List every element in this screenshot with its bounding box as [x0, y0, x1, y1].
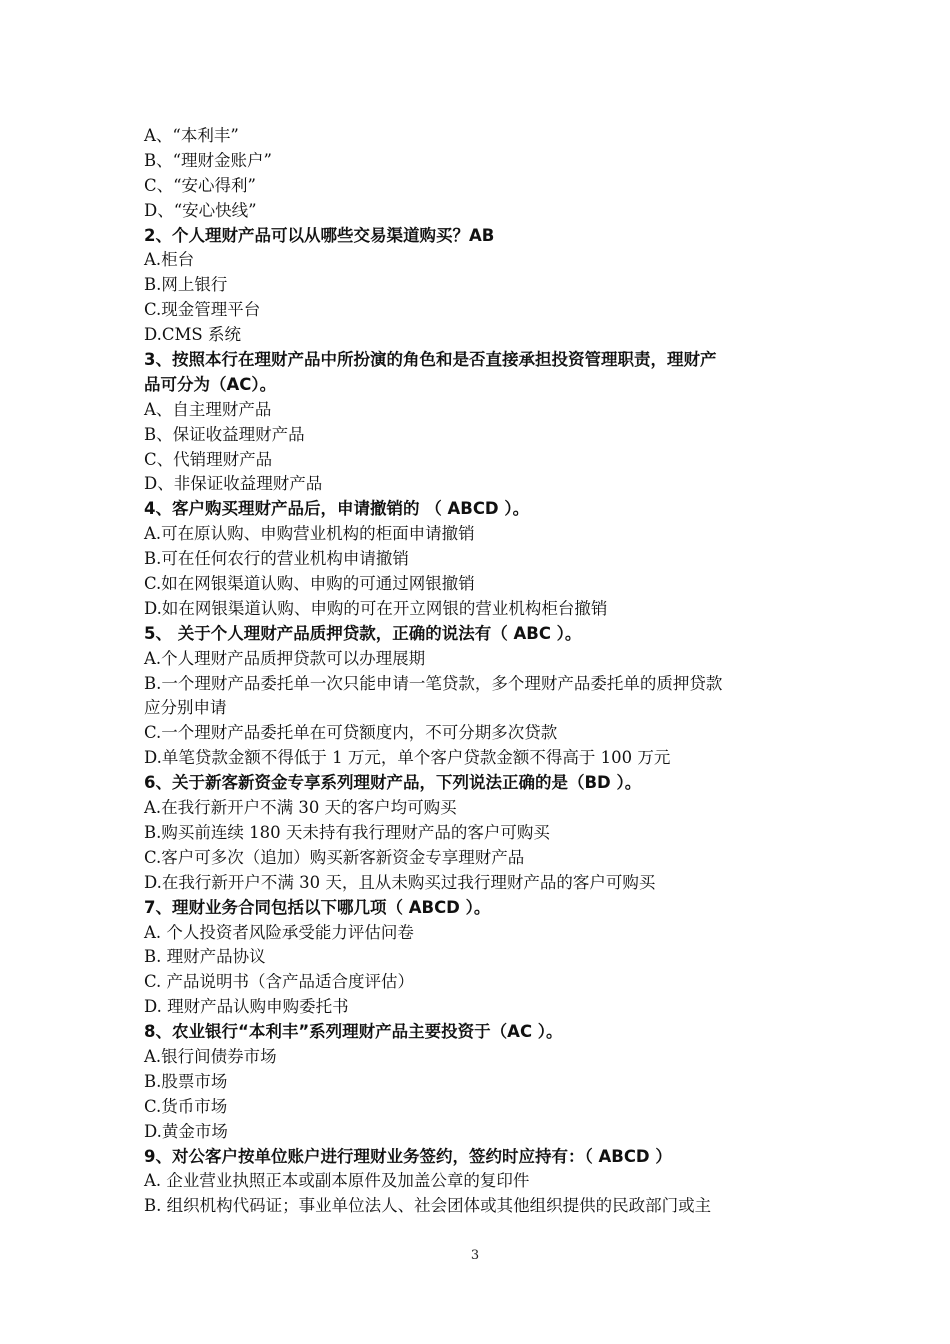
option-line: C.客户可多次（追加）购买新客新资金专享理财产品 — [144, 847, 525, 867]
option-line: D.CMS 系统 — [144, 325, 241, 345]
option-line: D.在我行新开户不满 30 天，且从未购买过我行理财产品的客户可购买 — [144, 872, 656, 892]
option-line: D、非保证收益理财产品 — [144, 474, 323, 494]
option-line: A、自主理财产品 — [144, 399, 272, 419]
option-line: B.一个理财产品委托单一次只能申请一笔贷款，多个理财产品委托单的质押贷款 — [144, 673, 723, 693]
question-line: 3、按照本行在理财产品中所扮演的角色和是否直接承担投资管理职责，理财产 — [144, 350, 717, 370]
option-line: A.柜台 — [144, 250, 195, 270]
option-line: C.现金管理平台 — [144, 300, 261, 320]
option-line: B. 理财产品协议 — [144, 947, 266, 967]
option-line: B、“理财金账户” — [144, 150, 272, 170]
option-line: B.网上银行 — [144, 275, 228, 295]
question-line: 6、关于新客新资金专享系列理财产品，下列说法正确的是（BD ）。 — [144, 773, 642, 793]
option-line: C.如在网银渠道认购、申购的可通过网银撤销 — [144, 574, 475, 594]
option-line: 应分别申请 — [144, 698, 227, 718]
option-line: C.一个理财产品委托单在可贷额度内，不可分期多次贷款 — [144, 723, 558, 743]
option-line: A.个人理财产品质押贷款可以办理展期 — [144, 648, 426, 668]
option-line: B.可在任何农行的营业机构申请撤销 — [144, 549, 409, 569]
option-line: A、“本利丰” — [144, 126, 239, 145]
option-line: B.购买前连续 180 天未持有我行理财产品的客户可购买 — [144, 822, 550, 842]
question-line: 4、客户购买理财产品后，申请撤销的 （ ABCD ）。 — [144, 499, 530, 519]
option-line: A. 企业营业执照正本或副本原件及加盖公章的复印件 — [144, 1171, 530, 1191]
option-line: D.如在网银渠道认购、申购的可在开立网银的营业机构柜台撤销 — [144, 598, 608, 618]
question-line: 2、个人理财产品可以从哪些交易渠道购买？AB — [144, 225, 495, 245]
option-line: D. 理财产品认购申购委托书 — [144, 997, 349, 1017]
option-line: A.可在原认购、申购营业机构的柜面申请撤销 — [144, 524, 475, 544]
page-number: 3 — [470, 1248, 480, 1263]
question-line: 9、对公客户按单位账户进行理财业务签约，签约时应持有：（ ABCD ） — [144, 1146, 672, 1166]
option-line: A.银行间债券市场 — [144, 1046, 277, 1066]
option-line: D.单笔贷款金额不得低于 1 万元，单个客户贷款金额不得高于 100 万元 — [144, 748, 671, 768]
option-line: A. 个人投资者风险承受能力评估问卷 — [144, 922, 414, 942]
option-line: B. 组织机构代码证；事业单位法人、社会团体或其他组织提供的民政部门或主 — [144, 1196, 712, 1216]
option-line: B、保证收益理财产品 — [144, 424, 305, 444]
option-line: B.股票市场 — [144, 1071, 228, 1091]
question-line: 8、农业银行“本利丰”系列理财产品主要投资于（AC ）。 — [144, 1022, 563, 1042]
option-line: D.黄金市场 — [144, 1121, 228, 1141]
question-line: 5、 关于个人理财产品质押贷款，正确的说法有（ ABC ）。 — [144, 623, 582, 643]
document-body — [144, 124, 814, 1219]
option-line: C.货币市场 — [144, 1096, 228, 1116]
question-line: 品可分为（AC）。 — [144, 374, 277, 394]
option-line: C、“安心得利” — [144, 175, 256, 195]
question-line: 7、理财业务合同包括以下哪几项（ ABCD ）。 — [144, 897, 491, 917]
option-line: C. 产品说明书（含产品适合度评估） — [144, 972, 415, 992]
option-line: D、“安心快线” — [144, 200, 257, 220]
option-line: A.在我行新开户不满 30 天的客户均可购买 — [144, 798, 457, 818]
option-line: C、代销理财产品 — [144, 449, 273, 469]
